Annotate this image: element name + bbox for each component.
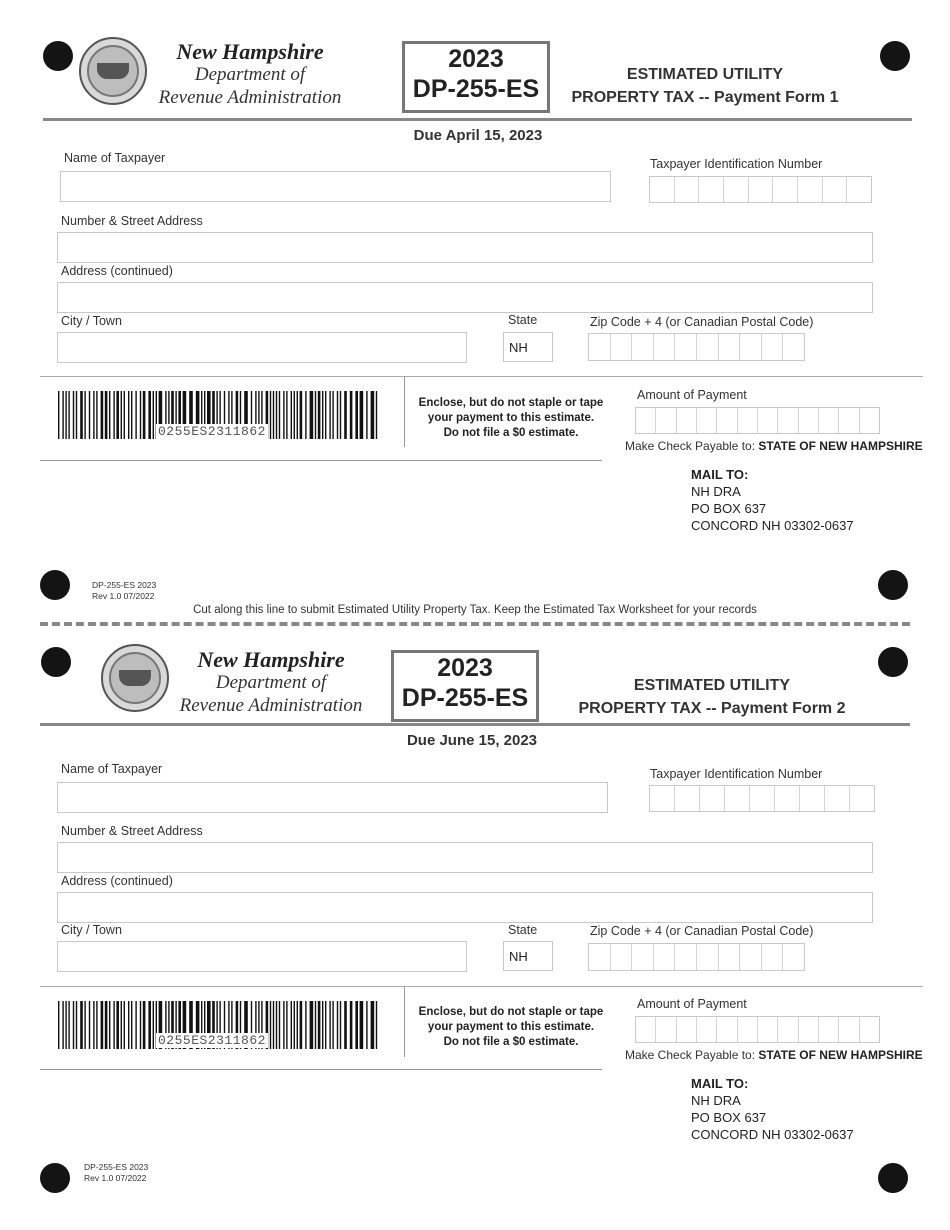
barcode-bar (96, 1001, 97, 1049)
barcode-bar (270, 391, 271, 439)
punch-hole-icon (40, 1163, 70, 1193)
address2-field[interactable] (57, 892, 873, 923)
barcode-bar (148, 391, 151, 439)
barcode-bar (297, 1001, 298, 1049)
section-rule (40, 986, 923, 987)
barcode-bar (305, 1001, 306, 1049)
form-id-box (391, 650, 539, 722)
agency-line2: Department of (215, 672, 327, 693)
rev-line: DP-255-ES 2023 (84, 1162, 149, 1172)
barcode-bar (340, 391, 341, 439)
zip-field[interactable] (588, 943, 805, 971)
payable-prefix: Make Check Payable to: (625, 1048, 756, 1062)
address2-label: Address (continued) (61, 874, 173, 888)
amount-label: Amount of Payment (637, 997, 747, 1011)
barcode-bar (89, 391, 90, 439)
barcode-number: 0255ES2311862 (158, 424, 266, 439)
barcode-bar (366, 391, 367, 439)
barcode-bar (283, 391, 284, 439)
barcode-bar (360, 1001, 364, 1049)
form-year: 2023 (448, 45, 504, 73)
barcode-bar (310, 1001, 314, 1049)
barcode-bar (128, 391, 129, 439)
barcode-bar (76, 1001, 77, 1049)
street-field[interactable] (57, 842, 873, 873)
barcode-bar (297, 391, 298, 439)
mail-line: CONCORD NH 03302-0637 (691, 518, 854, 533)
barcode-bar (65, 391, 66, 439)
city-field[interactable] (57, 332, 467, 363)
name-field[interactable] (60, 171, 611, 202)
barcode-bar (337, 391, 338, 439)
barcode-bar (376, 391, 377, 439)
form-title (555, 63, 855, 109)
barcode-bar (337, 1001, 338, 1049)
barcode-bar (276, 1001, 277, 1049)
zip-label: Zip Code + 4 (or Canadian Postal Code) (590, 924, 814, 938)
mail-heading: MAIL TO: (691, 1076, 749, 1091)
section-rule (40, 1069, 602, 1070)
barcode-bar (344, 391, 347, 439)
barcode-bar (291, 1001, 292, 1049)
barcode-bar (124, 1001, 125, 1049)
enclose-instructions (411, 396, 611, 441)
state-field[interactable]: NH (503, 941, 553, 971)
barcode-bar (68, 1001, 69, 1049)
barcode-bar (350, 391, 353, 439)
barcode-bar (322, 1001, 323, 1049)
header-rule (40, 723, 910, 726)
agency-state: New Hampshire (197, 647, 345, 672)
divider (404, 377, 405, 447)
barcode-bar (279, 391, 280, 439)
enclose-line: Enclose, but do not staple or tape (418, 397, 604, 409)
tin-label: Taxpayer Identification Number (650, 767, 823, 781)
barcode-bar (355, 391, 358, 439)
barcode-bar (276, 391, 277, 439)
barcode-bar (273, 1001, 274, 1049)
enclose-line: your payment to this estimate. (427, 412, 595, 424)
amount-field[interactable] (635, 1016, 880, 1043)
divider (404, 987, 405, 1057)
barcode-bar (84, 1001, 85, 1049)
barcode-bar (109, 1001, 110, 1049)
barcode-bar (270, 1001, 271, 1049)
name-label: Name of Taxpayer (64, 151, 166, 165)
state-label: State (508, 313, 538, 327)
barcode-bar (80, 391, 83, 439)
section-rule (40, 376, 923, 377)
barcode-bar (101, 1001, 104, 1049)
form-number: DP-255-ES (401, 684, 529, 712)
city-field[interactable] (57, 941, 467, 972)
due-date: Due April 15, 2023 (413, 127, 543, 144)
barcode-bar (371, 391, 375, 439)
barcode-bar (376, 1001, 377, 1049)
form-title-line2: PROPERTY TAX -- Payment Form 2 (578, 700, 846, 717)
enclose-instructions (411, 1005, 611, 1050)
barcode-bar (73, 1001, 74, 1049)
due-date: Due June 15, 2023 (406, 732, 538, 749)
tin-field[interactable] (649, 785, 875, 812)
barcode-bar (128, 1001, 129, 1049)
barcode-bar (89, 1001, 90, 1049)
agency-line3: Revenue Administration (158, 87, 342, 108)
barcode-bar (291, 391, 292, 439)
barcode-bar (340, 1001, 341, 1049)
barcode-bar (131, 391, 132, 439)
state-field[interactable]: NH (503, 332, 553, 362)
barcode-bar (73, 391, 74, 439)
agency-line2: Department of (194, 64, 306, 85)
street-label: Number & Street Address (61, 214, 203, 228)
rev-line: Rev 1.0 07/2022 (84, 1173, 147, 1183)
barcode-bar (93, 391, 94, 439)
address2-field[interactable] (57, 282, 873, 313)
barcode-bar (116, 391, 119, 439)
payment-form-2 (0, 610, 950, 1230)
barcode-bar (121, 1001, 122, 1049)
barcode-bar (310, 391, 314, 439)
form-id-box (402, 41, 550, 113)
zip-label: Zip Code + 4 (or Canadian Postal Code) (590, 315, 814, 329)
address2-label: Address (continued) (61, 264, 173, 278)
name-field[interactable] (57, 782, 608, 813)
revision-note (92, 580, 156, 602)
barcode-bar (113, 1001, 114, 1049)
mail-to-address (691, 1075, 854, 1143)
payable-to (625, 1048, 923, 1062)
barcode-bar (109, 391, 110, 439)
mail-line: NH DRA (691, 484, 741, 499)
state-label: State (508, 923, 538, 937)
barcode-bar (329, 391, 330, 439)
barcode-bar (101, 391, 104, 439)
barcode-bar (315, 391, 316, 439)
barcode-bar (279, 1001, 280, 1049)
zip-field[interactable] (588, 333, 805, 361)
form-title-line1: ESTIMATED UTILITY (633, 677, 791, 694)
barcode-bar (371, 1001, 375, 1049)
barcode-bar (143, 391, 146, 439)
barcode-bar (121, 391, 122, 439)
barcode-bar (80, 1001, 83, 1049)
barcode-bar (294, 1001, 295, 1049)
rev-line: DP-255-ES 2023 (92, 580, 157, 590)
agency-name (135, 40, 365, 109)
agency-line3: Revenue Administration (179, 695, 363, 716)
barcode-bar (318, 391, 321, 439)
barcode-bar (135, 391, 136, 439)
payable-prefix: Make Check Payable to: (625, 439, 756, 453)
barcode-bar (286, 1001, 287, 1049)
enclose-line: Do not file a $0 estimate. (443, 427, 579, 439)
name-label: Name of Taxpayer (61, 762, 163, 776)
agency-name (156, 648, 386, 717)
barcode-bar (305, 391, 306, 439)
barcode-bar (148, 1001, 151, 1049)
city-label: City / Town (61, 923, 122, 937)
cut-instruction: Cut along this line to submit Estimated Utility Property Tax. Keep the Estimated Tax Worksheet for your records (193, 604, 757, 616)
punch-hole-icon (41, 647, 71, 677)
barcode-bar (68, 391, 69, 439)
barcode-bar (325, 1001, 326, 1049)
barcode-bar (360, 391, 364, 439)
barcode-bar (300, 1001, 303, 1049)
barcode-bar (322, 391, 323, 439)
mail-line: NH DRA (691, 1093, 741, 1108)
barcode-bar (300, 391, 303, 439)
barcode-bar (153, 1001, 154, 1049)
tin-field[interactable] (649, 176, 872, 203)
barcode-bar (135, 1001, 136, 1049)
barcode-bar (355, 1001, 358, 1049)
mail-line: PO BOX 637 (691, 1110, 767, 1125)
barcode-bar (318, 1001, 321, 1049)
barcode-bar (105, 391, 108, 439)
barcode-bar (283, 1001, 284, 1049)
barcode-bar (62, 1001, 63, 1049)
barcode-number: 0255ES2311862 (158, 1033, 266, 1048)
barcode-bar (140, 1001, 141, 1049)
barcode-bar (332, 391, 333, 439)
section-rule (40, 460, 602, 461)
barcode-bar (344, 1001, 347, 1049)
form-title-line2: PROPERTY TAX -- Payment Form 1 (571, 89, 839, 106)
form-year: 2023 (437, 654, 493, 682)
punch-hole-icon (43, 41, 73, 71)
punch-hole-icon (880, 41, 910, 71)
mail-heading: MAIL TO: (691, 467, 749, 482)
mail-to-address (691, 466, 854, 534)
barcode-bar (131, 1001, 132, 1049)
barcode-bar (93, 1001, 94, 1049)
amount-label: Amount of Payment (637, 388, 747, 402)
punch-hole-icon (878, 647, 908, 677)
enclose-line: Enclose, but do not staple or tape (418, 1006, 604, 1018)
mail-line: CONCORD NH 03302-0637 (691, 1127, 854, 1142)
mail-line: PO BOX 637 (691, 501, 767, 516)
header-rule (43, 118, 912, 121)
barcode-bar (273, 391, 274, 439)
revision-note (84, 1162, 148, 1184)
barcode-bar (140, 391, 141, 439)
barcode-bar (124, 391, 125, 439)
barcode-bar (58, 1001, 59, 1049)
form-title-line1: ESTIMATED UTILITY (626, 66, 784, 83)
barcode-bar (65, 1001, 66, 1049)
amount-field[interactable] (635, 407, 880, 434)
agency-state: New Hampshire (176, 39, 324, 64)
rev-line: Rev 1.0 07/2022 (92, 591, 155, 601)
barcode-bar (96, 391, 97, 439)
barcode-bar (153, 391, 154, 439)
enclose-line: your payment to this estimate. (427, 1021, 595, 1033)
enclose-line: Do not file a $0 estimate. (443, 1036, 579, 1048)
barcode-bar (116, 1001, 119, 1049)
barcode-bar (58, 391, 59, 439)
punch-hole-icon (40, 570, 70, 600)
barcode-bar (143, 1001, 146, 1049)
street-field[interactable] (57, 232, 873, 263)
barcode-bar (315, 1001, 316, 1049)
street-label: Number & Street Address (61, 824, 203, 838)
barcode-bar (62, 391, 63, 439)
barcode-bar (332, 1001, 333, 1049)
barcode-bar (76, 391, 77, 439)
barcode-bar (113, 391, 114, 439)
form-number: DP-255-ES (412, 75, 540, 103)
payable-to (625, 439, 923, 453)
barcode-bar (294, 391, 295, 439)
barcode-bar (329, 1001, 330, 1049)
payment-form-1 (0, 0, 950, 610)
barcode-bar (286, 391, 287, 439)
barcode-bar (325, 391, 326, 439)
payable-name: STATE OF NEW HAMPSHIRE (758, 439, 923, 453)
form-title (562, 674, 862, 720)
punch-hole-icon (878, 1163, 908, 1193)
barcode-bar (84, 391, 85, 439)
barcode-bar (105, 1001, 108, 1049)
barcode-bar (350, 1001, 353, 1049)
tin-label: Taxpayer Identification Number (650, 157, 823, 171)
barcode-bar (366, 1001, 367, 1049)
punch-hole-icon (878, 570, 908, 600)
payable-name: STATE OF NEW HAMPSHIRE (758, 1048, 923, 1062)
city-label: City / Town (61, 314, 122, 328)
